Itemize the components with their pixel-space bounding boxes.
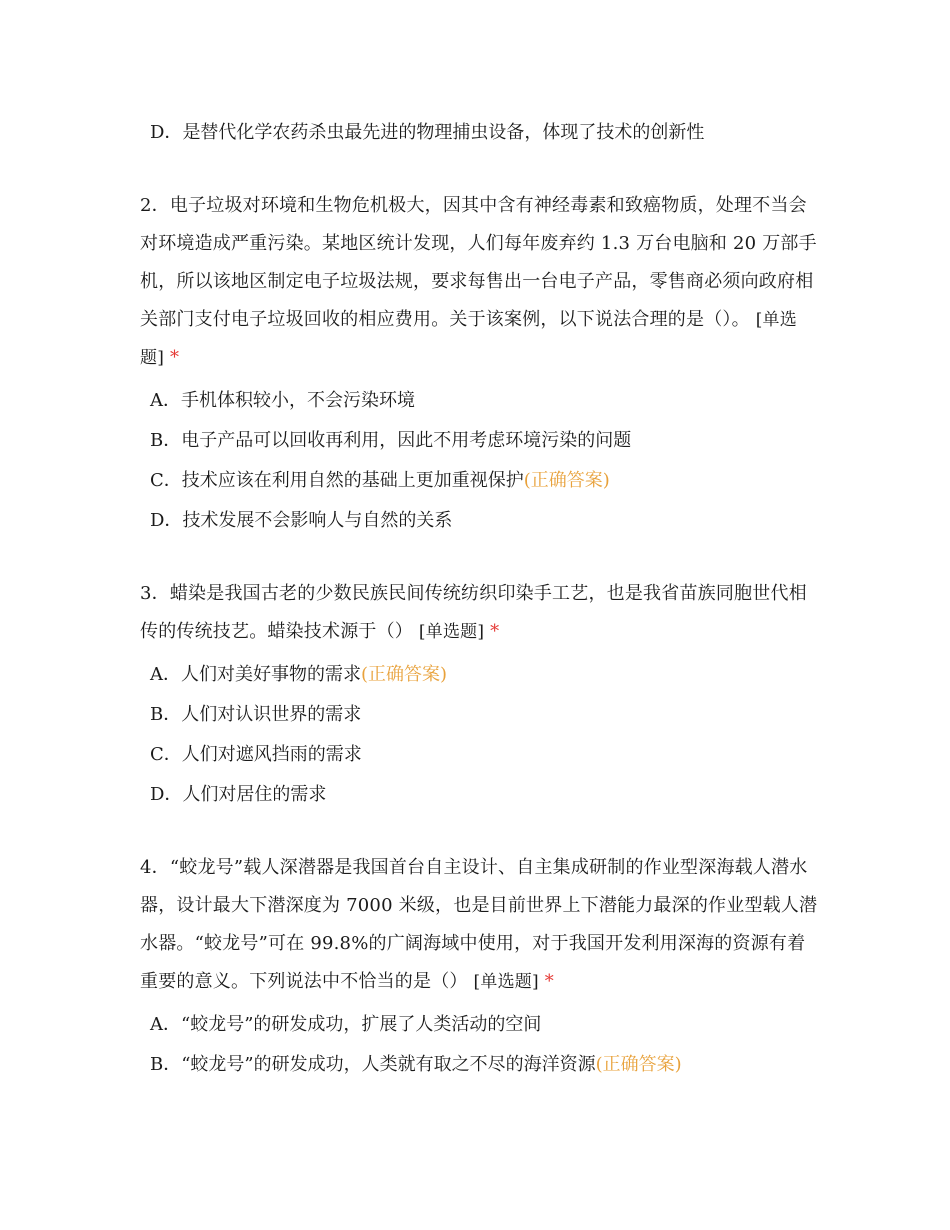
correct-answer-label: (正确答案) <box>361 664 448 685</box>
option-text: 手机体积较小，不会污染环境 <box>181 390 415 411</box>
option-label: D． <box>150 510 183 531</box>
option-text: “蛟龙号”的研发成功，扩展了人类活动的空间 <box>181 1014 542 1035</box>
question-type-tag: [单选题] <box>473 972 539 992</box>
option-label: B． <box>150 1054 182 1075</box>
question-text: “蛟龙号”载人深潜器是我国首台自主设计、自主集成研制的作业型深海载人潜水器，设计最大下潜深度为 7000 米级，也是目前世界上下潜能力最深的作业型载人潜水器。“蛟龙号”可在 99.8%的广阔海域中使用，对于我国开发利用深海的资源有着重要的意义。下列说法中不恰当的是（） <box>140 857 818 992</box>
option-text: “蛟龙号”的研发成功，人类就有取之不尽的海洋资源 <box>181 1054 596 1075</box>
option-text: 人们对美好事物的需求 <box>181 664 361 685</box>
option-a[interactable] <box>140 655 820 695</box>
document-content <box>140 113 820 1119</box>
required-mark: * <box>544 971 554 992</box>
option-label: D． <box>150 122 183 143</box>
option-b[interactable] <box>140 695 820 735</box>
option-label: C． <box>150 470 182 491</box>
question-stem <box>140 849 820 1001</box>
option-c[interactable] <box>140 461 820 501</box>
question-3 <box>140 575 820 815</box>
option-label: B． <box>150 430 182 451</box>
correct-answer-label: (正确答案) <box>523 470 610 491</box>
question-stem <box>140 187 820 377</box>
option-a[interactable] <box>140 1005 820 1045</box>
option-label: B． <box>150 704 182 725</box>
option-label: C． <box>150 744 182 765</box>
question-type-tag: [单选题] <box>418 622 485 642</box>
question-number: 3． <box>140 583 170 604</box>
option-b[interactable] <box>140 421 820 461</box>
option-text: 技术发展不会影响人与自然的关系 <box>182 510 453 531</box>
option-text: 人们对遮风挡雨的需求 <box>181 744 362 765</box>
option-text: 人们对居住的需求 <box>182 784 327 805</box>
question-number: 2． <box>140 195 170 216</box>
correct-answer-label: (正确答案) <box>595 1054 682 1075</box>
option-b[interactable] <box>140 1045 820 1085</box>
option-list <box>140 1005 820 1085</box>
option-list <box>140 381 820 541</box>
question-text: 蜡染是我国古老的少数民族民间传统纺织印染手工艺，也是我省苗族同胞世代相传的传统技艺。蜡染技术源于（） <box>140 583 807 642</box>
option-text: 人们对认识世界的需求 <box>181 704 362 725</box>
option-label: A． <box>150 664 181 685</box>
option-a[interactable] <box>140 381 820 421</box>
option-d[interactable] <box>140 501 820 541</box>
option-label: D． <box>150 784 183 805</box>
question-type-tag: [单选题] <box>140 310 797 368</box>
required-mark: * <box>169 347 180 368</box>
question-stem <box>140 575 820 651</box>
option-d[interactable] <box>140 775 820 815</box>
option-label: A． <box>150 390 181 411</box>
option-label: A． <box>150 1014 181 1035</box>
option-q1-d[interactable] <box>140 113 820 153</box>
question-4 <box>140 849 820 1085</box>
option-c[interactable] <box>140 735 820 775</box>
question-text: 电子垃圾对环境和生物危机极大，因其中含有神经毒素和致癌物质，处理不当会对环境造成严重污染。某地区统计发现，人们每年废弃约 1.3 万台电脑和 20 万部手机，所以该地区制定电子垃圾法规，要求每售出一台电子产品，零售商必须向政府相关部门支付电子垃圾回收的相应费用。关于该案例，以下说法合理的是（）。 <box>140 195 817 330</box>
required-mark: * <box>490 621 500 642</box>
option-list <box>140 655 820 815</box>
question-number: 4． <box>140 857 170 878</box>
question-2 <box>140 187 820 541</box>
option-text: 技术应该在利用自然的基础上更加重视保护 <box>181 470 524 491</box>
option-text: 电子产品可以回收再利用，因此不用考虑环境污染的问题 <box>181 430 632 451</box>
option-text: 是替代化学农药杀虫最先进的物理捕虫设备，体现了技术的创新性 <box>182 122 705 143</box>
